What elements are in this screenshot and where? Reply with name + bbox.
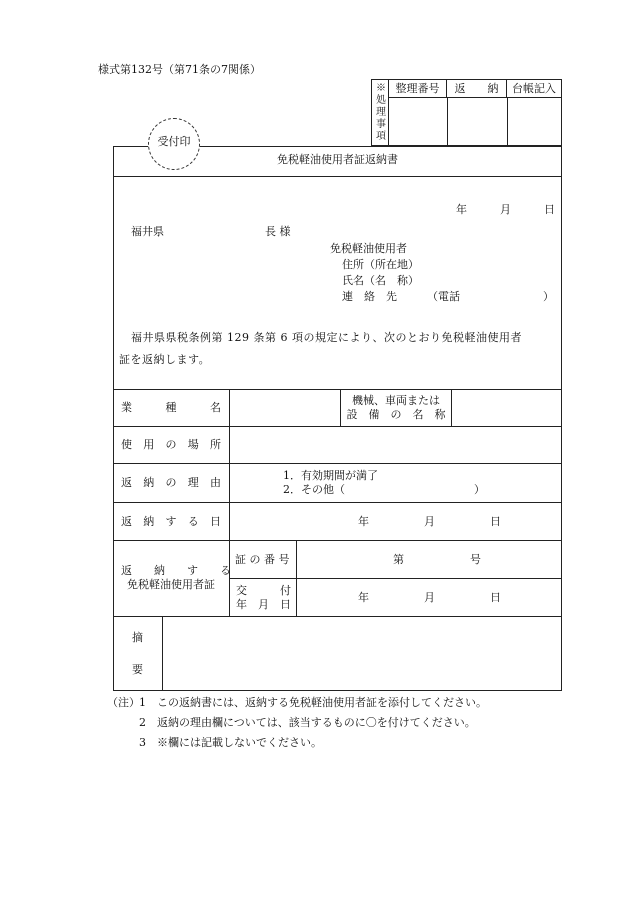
processing-col-daicho: 台帳記入: [507, 80, 561, 98]
cert-number-label: 証 の 番 号: [235, 553, 290, 566]
applicant-contact: 連 絡 先: [342, 290, 397, 303]
processing-box: [371, 79, 562, 146]
addressee-suffix: 長 様: [265, 225, 291, 238]
remarks-label-2: 要: [132, 663, 143, 676]
table-rule: [113, 502, 562, 503]
statement-line-2: 証を返納します。: [119, 353, 211, 366]
remarks-label-1: 摘: [132, 631, 143, 644]
processing-divider: [447, 98, 448, 145]
addressee-pref: 福井県: [131, 225, 164, 238]
notes-label: （注）: [107, 696, 140, 709]
applicant-name: 氏名（名 称）: [342, 274, 419, 287]
usage-place-label: 使 用 の 場 所: [121, 438, 221, 451]
return-date-label: 返 納 す る 日: [121, 515, 221, 528]
note-1-number: 1: [139, 696, 146, 709]
return-date-value: 年 月 日: [358, 515, 501, 528]
statement-line-1: 福井県県税条例第 129 条第 6 項の規定により、次のとおり免税軽油使用者: [131, 331, 522, 344]
applicant-address: 住所（所在地）: [342, 258, 419, 271]
title-rule: [113, 176, 562, 177]
cert-label-2: 免税軽油使用者証: [127, 578, 215, 591]
applicant-label: 免税軽油使用者: [330, 242, 407, 255]
processing-mark: ※処理事項: [376, 83, 386, 142]
note-1-text: この返納書には、返納する免税軽油使用者証を添付してください。: [157, 696, 487, 709]
form-id: 様式第132号（第71条の7関係）: [98, 63, 261, 76]
reason-option-2: 2．その他（: [283, 483, 345, 496]
reception-stamp-label: 受付印: [157, 135, 191, 148]
cert-label-1: 返 納 す る: [121, 564, 231, 577]
issue-date-label-1: 交 付: [236, 584, 291, 597]
processing-col-seiri: 整理番号: [389, 80, 447, 98]
processing-mark-cell: [372, 80, 389, 145]
note-2-text: 返納の理由欄については、該当するものに〇を付けてください。: [157, 716, 476, 729]
reason-option-2-close: ）: [474, 483, 485, 496]
table-rule: [113, 616, 562, 617]
issue-date-label-2: 年 月 日: [236, 598, 291, 611]
remarks-divider: [162, 616, 163, 691]
processing-col-hennou: 返 納: [447, 80, 507, 98]
document-title: 免税軽油使用者証返納書: [277, 153, 398, 166]
table-rule: [113, 463, 562, 464]
table-rule: [113, 426, 562, 427]
table-rule: [113, 540, 562, 541]
reason-option-1: 1．有効期間が満了: [283, 469, 378, 482]
processing-divider: [507, 98, 508, 145]
return-reason-label: 返 納 の 理 由: [121, 476, 221, 489]
label-column-divider: [229, 389, 230, 616]
business-type-label: 業 種 名: [121, 401, 221, 414]
cert-subcolumn-divider: [296, 540, 297, 616]
cert-number-value: 第 号: [393, 553, 481, 566]
applicant-phone-open: （電話: [427, 290, 460, 303]
form-frame: [113, 146, 562, 691]
note-3-number: 3: [139, 736, 146, 749]
machine-label-divider-right: [451, 389, 452, 426]
table-rule: [113, 389, 562, 390]
date-line: 年 月 日: [456, 203, 555, 216]
machine-name-label-1: 機械、車両または: [352, 394, 440, 407]
machine-name-label-2: 設 備 の 名 称: [346, 408, 446, 421]
issue-date-value: 年 月 日: [358, 591, 501, 604]
table-rule-inner: [229, 578, 562, 579]
note-3-text: ※欄には記載しないでください。: [157, 736, 322, 749]
applicant-phone-close: ）: [543, 290, 554, 303]
machine-label-divider-left: [340, 389, 341, 426]
note-2-number: 2: [139, 716, 146, 729]
